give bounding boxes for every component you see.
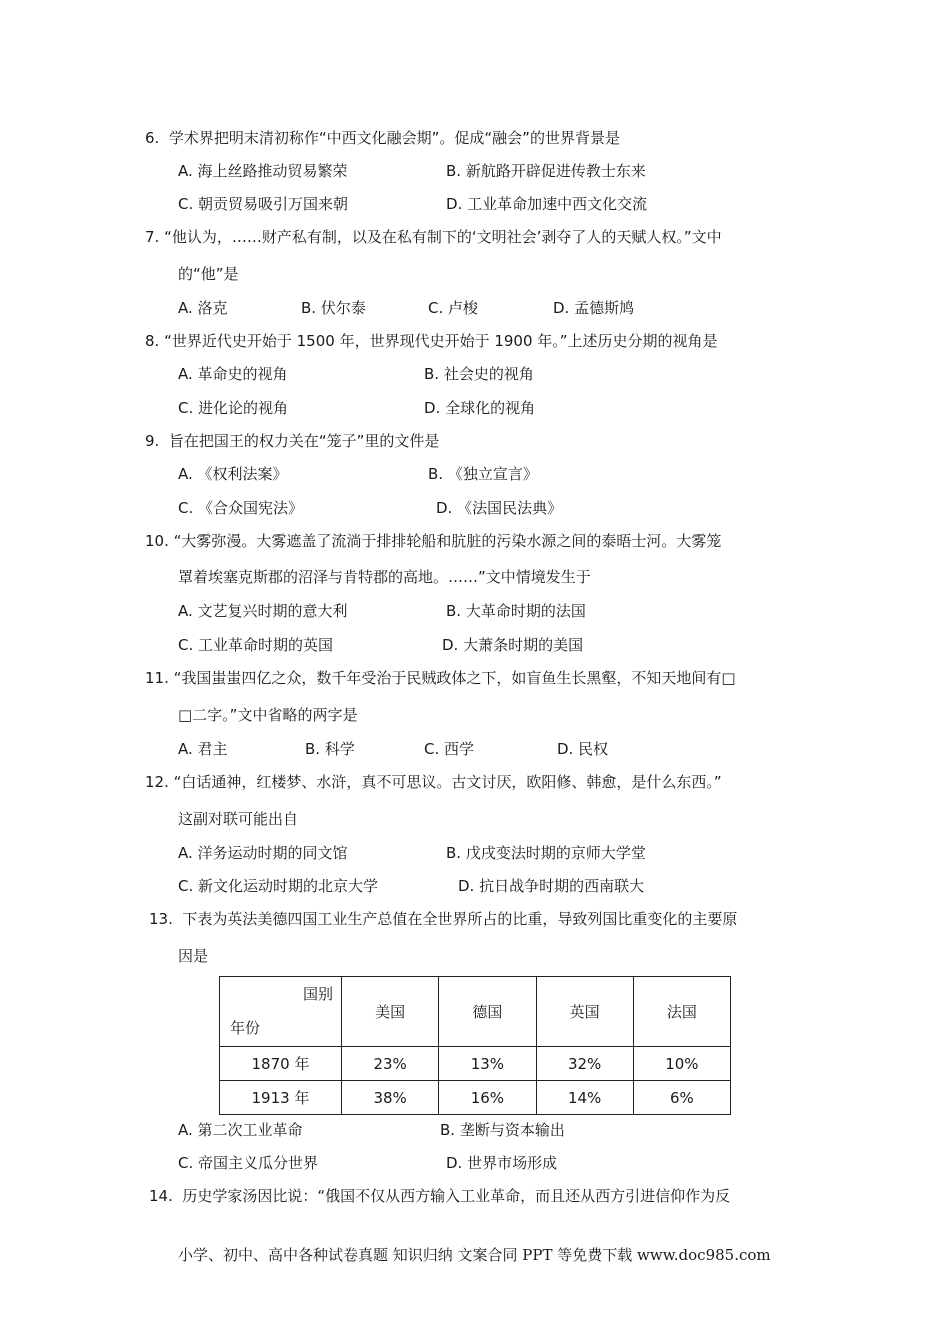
q11-option-c[interactable]: C. 西学 bbox=[424, 740, 475, 758]
question-12-stem: 12. “白话通神，红楼梦、水浒，真不可思议。古文讨厌，欧阳修、韩愈，是什么东西。” bbox=[145, 773, 722, 791]
q10-option-c[interactable]: C. 工业革命时期的英国 bbox=[178, 636, 334, 654]
question-11-stem: 11. “我国蚩蚩四亿之众，数千年受治于民贼政体之下，如盲鱼生长黑壑，不知天地间有□ bbox=[145, 669, 736, 687]
q10-option-d[interactable]: D. 大萧条时期的美国 bbox=[442, 636, 584, 654]
header-germany: 德国 bbox=[439, 977, 536, 1047]
q11-option-d[interactable]: D. 民权 bbox=[557, 740, 609, 758]
q13-option-a[interactable]: A. 第二次工业革命 bbox=[178, 1121, 303, 1139]
q7-option-d[interactable]: D. 孟德斯鸠 bbox=[553, 299, 635, 317]
q8-option-b[interactable]: B. 社会史的视角 bbox=[424, 365, 534, 383]
row-year: 1870 年 bbox=[220, 1047, 342, 1081]
q13-option-b[interactable]: B. 垄断与资本输出 bbox=[440, 1121, 565, 1139]
table-cell: 10% bbox=[633, 1047, 730, 1081]
question-7-stem: 7. “他认为，……财产私有制，以及在私有制下的‘文明社会’剥夺了人的天赋人权。”文中 bbox=[145, 228, 722, 246]
q6-option-d[interactable]: D. 工业革命加速中西文化交流 bbox=[446, 195, 648, 213]
table-header-row bbox=[220, 977, 731, 1047]
table-cell: 6% bbox=[633, 1081, 730, 1115]
q11-option-b[interactable]: B. 科学 bbox=[305, 740, 355, 758]
q12-option-b[interactable]: B. 戊戌变法时期的京师大学堂 bbox=[446, 844, 646, 862]
header-usa: 美国 bbox=[342, 977, 439, 1047]
q8-option-a[interactable]: A. 革命史的视角 bbox=[178, 365, 288, 383]
table-cell: 16% bbox=[439, 1081, 536, 1115]
q12-option-a[interactable]: A. 洋务运动时期的同文馆 bbox=[178, 844, 348, 862]
q12-option-c[interactable]: C. 新文化运动时期的北京大学 bbox=[178, 877, 379, 895]
question-10-stem: 10. “大雾弥漫。大雾遮盖了流淌于排排轮船和肮脏的污染水源之间的泰晤士河。大雾笼 bbox=[145, 532, 722, 550]
row-year: 1913 年 bbox=[220, 1081, 342, 1115]
q7-option-c[interactable]: C. 卢梭 bbox=[428, 299, 479, 317]
question-12-stem-cont: 这副对联可能出自 bbox=[178, 810, 299, 828]
question-10-stem-cont: 罩着埃塞克斯郡的沼泽与肯特郡的高地。……”文中情境发生于 bbox=[178, 568, 591, 586]
question-13-stem-cont: 因是 bbox=[178, 947, 209, 965]
q7-option-b[interactable]: B. 伏尔泰 bbox=[301, 299, 366, 317]
q10-option-b[interactable]: B. 大革命时期的法国 bbox=[446, 602, 586, 620]
q9-option-a[interactable]: A. 《权利法案》 bbox=[178, 465, 288, 483]
q7-option-a[interactable]: A. 洛克 bbox=[178, 299, 228, 317]
table-row bbox=[220, 1047, 731, 1081]
question-8-stem: 8. “世界近代史开始于 1500 年，世界现代史开始于 1900 年。”上述历史分期的视角是 bbox=[145, 332, 718, 350]
question-7-stem-cont: 的“他”是 bbox=[178, 265, 239, 283]
table-cell: 13% bbox=[439, 1047, 536, 1081]
q13-option-c[interactable]: C. 帝国主义瓜分世界 bbox=[178, 1154, 319, 1172]
table-corner-cell bbox=[220, 977, 342, 1047]
q6-option-b[interactable]: B. 新航路开辟促进传教士东来 bbox=[446, 162, 646, 180]
corner-year-label: 年份 bbox=[230, 1019, 261, 1037]
header-france: 法国 bbox=[633, 977, 730, 1047]
q8-option-c[interactable]: C. 进化论的视角 bbox=[178, 399, 289, 417]
q9-option-b[interactable]: B. 《独立宣言》 bbox=[428, 465, 538, 483]
q9-option-d[interactable]: D. 《法国民法典》 bbox=[436, 499, 563, 517]
table-cell: 14% bbox=[536, 1081, 633, 1115]
page-footer: 小学、初中、高中各种试卷真题 知识归纳 文案合同 PPT 等免费下载 www.doc985.com bbox=[178, 1246, 771, 1264]
q12-option-d[interactable]: D. 抗日战争时期的西南联大 bbox=[458, 877, 645, 895]
table-cell: 23% bbox=[342, 1047, 439, 1081]
q13-option-d[interactable]: D. 世界市场形成 bbox=[446, 1154, 558, 1172]
question-11-stem-cont: □二字。”文中省略的两字是 bbox=[178, 706, 358, 724]
question-14-stem: 14. 历史学家汤因比说：“俄国不仅从西方输入工业革命，而且还从西方引进信仰作为反 bbox=[149, 1187, 731, 1205]
q11-option-a[interactable]: A. 君主 bbox=[178, 740, 228, 758]
table-row bbox=[220, 1081, 731, 1115]
q6-option-a[interactable]: A. 海上丝路推动贸易繁荣 bbox=[178, 162, 348, 180]
q8-option-d[interactable]: D. 全球化的视角 bbox=[424, 399, 536, 417]
q9-option-c[interactable]: C. 《合众国宪法》 bbox=[178, 499, 304, 517]
industrial-output-table bbox=[219, 976, 731, 1115]
question-13-stem: 13. 下表为英法美德四国工业生产总值在全世界所占的比重，导致列国比重变化的主要原 bbox=[149, 910, 738, 928]
table-cell: 38% bbox=[342, 1081, 439, 1115]
header-britain: 英国 bbox=[536, 977, 633, 1047]
corner-country-label: 国别 bbox=[302, 985, 333, 1003]
q10-option-a[interactable]: A. 文艺复兴时期的意大利 bbox=[178, 602, 348, 620]
q6-option-c[interactable]: C. 朝贡贸易吸引万国来朝 bbox=[178, 195, 349, 213]
question-6-stem: 6. 学术界把明末清初称作“中西文化融会期”。促成“融会”的世界背景是 bbox=[145, 129, 620, 147]
question-9-stem: 9. 旨在把国王的权力关在“笼子”里的文件是 bbox=[145, 432, 440, 450]
table-cell: 32% bbox=[536, 1047, 633, 1081]
